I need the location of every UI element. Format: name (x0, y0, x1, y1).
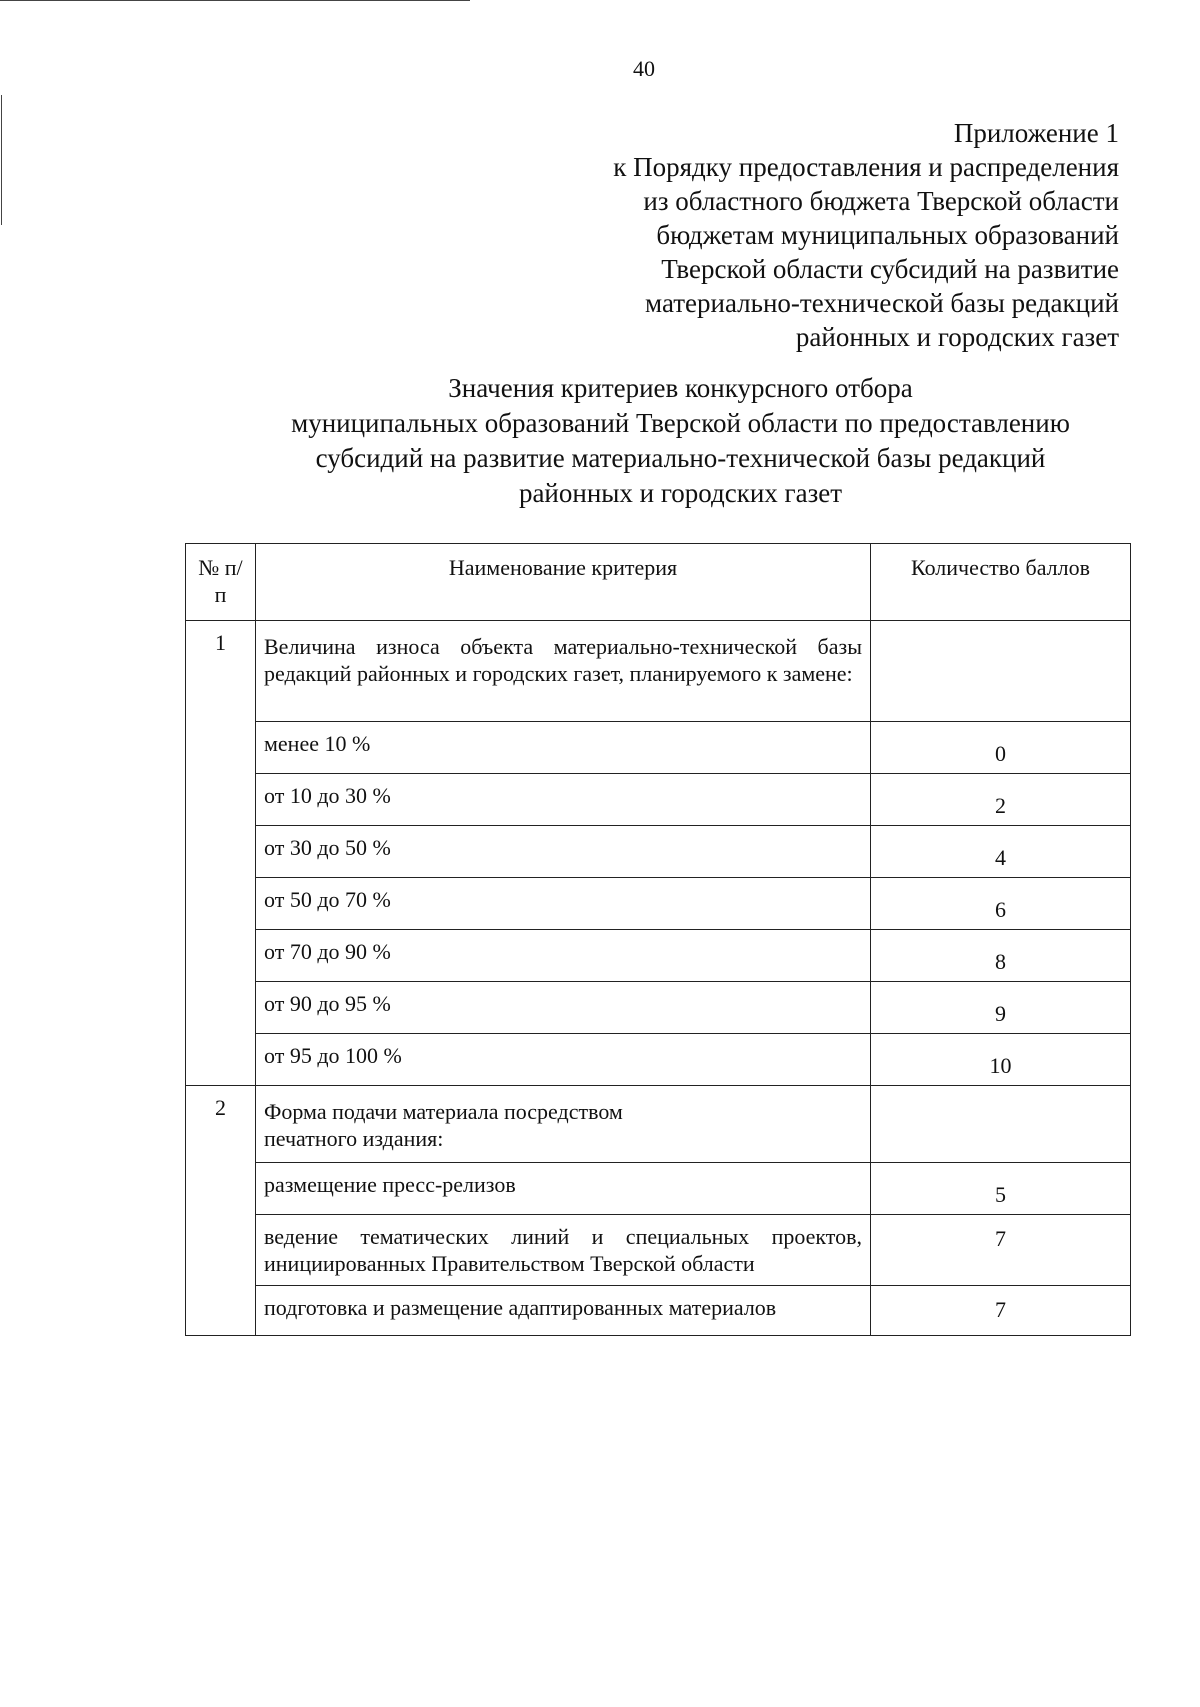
option-score: 10 (871, 1034, 1131, 1086)
option-score: 4 (871, 826, 1131, 878)
criterion-number: 1 (186, 621, 256, 1086)
criterion-score-empty (871, 621, 1131, 722)
table-row (186, 1286, 1131, 1336)
header-num: № п/п (186, 544, 256, 621)
appendix-line: Приложение 1 (953, 118, 1119, 148)
option-label: от 30 до 50 % (256, 826, 871, 878)
option-label: подготовка и размещение адаптированных материалов (256, 1286, 871, 1336)
table-row (186, 1086, 1131, 1163)
header-name: Наименование критерия (256, 544, 871, 621)
option-score: 7 (871, 1286, 1131, 1336)
option-label: менее 10 % (256, 722, 871, 774)
appendix-line: материально-технической базы редакций (645, 288, 1119, 318)
table-row (186, 1215, 1131, 1286)
option-score: 9 (871, 982, 1131, 1034)
option-score: 7 (871, 1215, 1131, 1286)
table-row (186, 930, 1131, 982)
table-row (186, 621, 1131, 722)
option-label: размещение пресс-релизов (256, 1163, 871, 1215)
scan-edge-left (1, 95, 2, 225)
option-label: от 10 до 30 % (256, 774, 871, 826)
document-title (0, 371, 1200, 511)
criterion-name: Величина износа объекта материально-технической базы редакций районных и городских газет, планируемого к замене: (256, 621, 871, 722)
scan-edge-top (0, 0, 470, 1)
table-row (186, 722, 1131, 774)
appendix-line: из областного бюджета Тверской области (643, 186, 1119, 216)
table-row (186, 1163, 1131, 1215)
header-score: Количество баллов (871, 544, 1131, 621)
title-line: Значения критериев конкурсного отбора (448, 373, 913, 403)
criterion-number: 2 (186, 1086, 256, 1336)
option-score: 2 (871, 774, 1131, 826)
table-row (186, 982, 1131, 1034)
appendix-line: Тверской области субсидий на развитие (661, 254, 1119, 284)
criterion-name: Форма подачи материала посредством печатного издания: (256, 1086, 871, 1163)
title-line: субсидий на развитие материально-технической базы редакций (315, 443, 1046, 473)
appendix-line: к Порядку предоставления и распределения (613, 152, 1119, 182)
option-label: от 70 до 90 % (256, 930, 871, 982)
title-line: районных и городских газет (518, 478, 843, 508)
option-score: 6 (871, 878, 1131, 930)
option-score: 0 (871, 722, 1131, 774)
page-number: 40 (633, 56, 655, 81)
table-header-row (186, 544, 1131, 621)
option-label: от 50 до 70 % (256, 878, 871, 930)
option-score: 5 (871, 1163, 1131, 1215)
table-row (186, 774, 1131, 826)
appendix-header (613, 116, 1119, 354)
criterion-score-empty (871, 1086, 1131, 1163)
appendix-line: бюджетам муниципальных образований (656, 220, 1119, 250)
option-score: 8 (871, 930, 1131, 982)
option-label: ведение тематических линий и специальных проектов, инициированных Правительством Тверской области (256, 1215, 871, 1286)
table-row (186, 1034, 1131, 1086)
table-row (186, 878, 1131, 930)
table-row (186, 826, 1131, 878)
title-line: муниципальных образований Тверской области по предоставлению (291, 408, 1070, 438)
option-label: от 95 до 100 % (256, 1034, 871, 1086)
option-label: от 90 до 95 % (256, 982, 871, 1034)
appendix-line: районных и городских газет (795, 322, 1119, 352)
criteria-table (185, 543, 1131, 1336)
